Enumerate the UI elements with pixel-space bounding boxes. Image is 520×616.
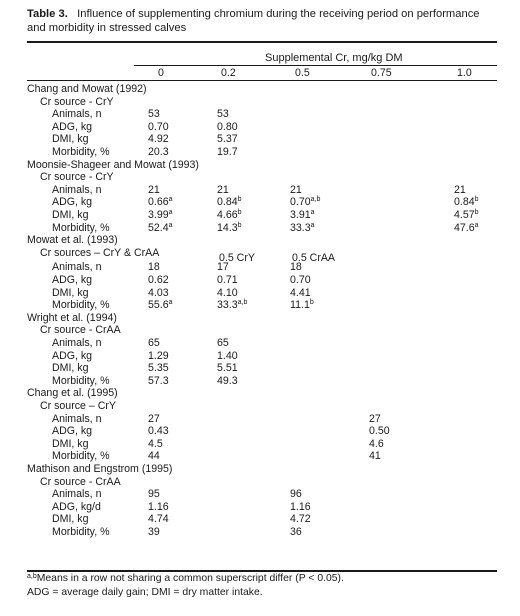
study-cr-source: Cr source - CrY (40, 95, 114, 108)
cell-value: 0.66 (148, 196, 169, 209)
cell-value: 4.66 (217, 209, 238, 221)
row-label: ADG, kg (52, 425, 93, 438)
table-cell (454, 196, 479, 208)
table-cell (290, 184, 302, 196)
row-label: ADG, kg/d (52, 500, 101, 513)
table-cell (148, 274, 169, 286)
cell-superscript: a (168, 221, 173, 229)
cell-value: 0.80 (217, 120, 238, 133)
table-cell (217, 299, 247, 311)
table-cell (148, 413, 160, 425)
table-cell (148, 287, 169, 299)
cell-value: 4.72 (290, 513, 311, 526)
cell-value: 4.10 (217, 286, 238, 299)
table-cell (290, 299, 314, 311)
cell-value: 1.29 (148, 349, 169, 362)
cell-value: 33.3 (217, 299, 238, 312)
row-label: Morbidity, % (52, 526, 110, 538)
table-cell (148, 261, 160, 273)
table-cell (290, 287, 311, 299)
cell-superscript: a,b (237, 299, 248, 307)
cell-value: 18 (290, 261, 302, 274)
table-cell (290, 501, 311, 513)
table-cell (217, 209, 242, 221)
cell-value: 0.50 (369, 425, 390, 438)
table-cell (148, 222, 173, 234)
table-cell (217, 350, 238, 362)
column-header-3: 0.75 (371, 67, 392, 79)
cell-value: 4.41 (290, 286, 311, 299)
study-cr-source: Cr sources – CrY & CrAA (40, 246, 160, 259)
cell-value: 5.35 (148, 362, 169, 375)
cell-value: 4.92 (148, 133, 169, 146)
row-label: DMI, kg (52, 513, 89, 526)
column-header-1: 0.2 (221, 67, 236, 79)
table-cell (148, 501, 169, 513)
span-underline-rule (134, 65, 497, 66)
table-cell (148, 375, 169, 387)
cell-value: 5.51 (217, 362, 238, 375)
cell-value: 3.91 (290, 209, 311, 221)
study-cr-source: Cr source - CrAA (40, 324, 121, 337)
table-cell (148, 488, 160, 500)
row-label: Animals, n (52, 488, 102, 501)
cell-value: 47.6 (454, 221, 475, 234)
cell-superscript: a (474, 221, 479, 229)
study-name: Moonsie-Shageer and Mowat (1993) (27, 158, 199, 171)
cell-value: 1.40 (217, 349, 238, 362)
table-cell (290, 526, 302, 538)
table-cell (148, 209, 173, 221)
table-cell (217, 146, 238, 158)
table-cell (217, 184, 229, 196)
study-name: Mathison and Engstrom (1995) (27, 463, 173, 475)
table-cell (290, 196, 320, 208)
table-cell (148, 121, 169, 133)
row-label: Animals, n (52, 337, 102, 349)
cell-value: 11.1 (290, 299, 310, 312)
row-label: DMI, kg (52, 209, 89, 221)
cell-value: 0.43 (148, 425, 169, 438)
cell-value: 4.57 (454, 209, 475, 221)
cell-superscript: a (168, 196, 173, 204)
table-cell (148, 146, 169, 158)
table-cell (454, 209, 479, 221)
row-label: ADG, kg (52, 120, 93, 133)
table-cell (148, 450, 160, 462)
table-cell (369, 425, 390, 437)
cell-superscript: b (474, 209, 479, 216)
row-label: Morbidity, % (52, 450, 110, 463)
cell-superscript: a (168, 209, 173, 216)
table-cell (148, 425, 169, 437)
table-cell (148, 184, 160, 196)
cell-value: 21 (454, 183, 466, 196)
table-cell (217, 287, 238, 299)
header-bottom-rule (27, 80, 497, 81)
row-label: Animals, n (52, 412, 102, 425)
table-cell (148, 108, 160, 120)
cell-value: 1.16 (148, 500, 169, 513)
table-cell (217, 222, 242, 234)
cell-value: 52.4 (148, 221, 169, 234)
cell-value: 21 (290, 183, 302, 196)
cell-value: 1.16 (290, 500, 311, 513)
source-column-label: 0.5 CrAA (292, 251, 335, 264)
table-cell (454, 184, 466, 196)
table-cell (290, 513, 311, 525)
cell-value: 21 (217, 183, 229, 196)
table-cell (148, 299, 173, 311)
cell-superscript: b (309, 299, 314, 307)
cell-value: 65 (217, 337, 229, 349)
row-label: Morbidity, % (52, 146, 110, 158)
cell-value: 36 (290, 526, 302, 538)
table-cell (217, 121, 238, 133)
column-header-4: 1.0 (457, 67, 472, 79)
cell-value: 0.62 (148, 274, 169, 286)
study-cr-source: Cr source – CrY (40, 400, 116, 412)
cell-superscript: a (168, 299, 173, 307)
column-header-0: 0 (158, 67, 164, 79)
cell-value: 53 (148, 108, 160, 121)
table-cell (217, 375, 238, 387)
cell-value: 53 (217, 108, 229, 121)
row-label: Morbidity, % (52, 374, 110, 387)
table-cell (217, 274, 238, 286)
row-label: Morbidity, % (52, 221, 110, 234)
footnote-superscript: a,b (27, 573, 37, 580)
row-label: Animals, n (52, 261, 102, 274)
table-cell (217, 362, 238, 374)
table-cell (148, 362, 169, 374)
cell-value: 21 (148, 183, 160, 196)
cell-value: 0.84 (217, 196, 238, 209)
table-cell (148, 438, 163, 450)
table-caption (27, 8, 497, 35)
table-cell (148, 350, 169, 362)
cell-value: 4.5 (148, 437, 163, 450)
table-cell (290, 274, 311, 286)
bottom-rule (27, 570, 497, 572)
row-label: Animals, n (52, 108, 102, 121)
row-label: DMI, kg (52, 437, 89, 450)
study-name: Wright et al. (1994) (27, 311, 117, 324)
table-cell (290, 222, 315, 234)
cell-value: 14.3 (217, 221, 238, 234)
table-cell (217, 133, 238, 145)
cell-value: 49.3 (217, 374, 238, 387)
study-cr-source: Cr source - CrAA (40, 475, 121, 488)
cell-superscript: b (237, 209, 242, 216)
cell-value: 4.6 (369, 437, 384, 450)
footnote-abbreviations: ADG = average daily gain; DMI = dry matter intake. (27, 587, 263, 598)
cell-value: 65 (148, 337, 160, 349)
footnote-significance (27, 573, 344, 585)
footnote-significance-text: Means in a row not sharing a common superscript differ (P < 0.05). (36, 573, 344, 584)
row-label: ADG, kg (52, 274, 93, 286)
study-name: Chang et al. (1995) (27, 387, 118, 400)
table-cell (148, 337, 160, 349)
table-cell (369, 438, 384, 450)
cell-value: 5.37 (217, 133, 238, 146)
cell-value: 95 (148, 488, 160, 501)
row-label: DMI, kg (52, 362, 89, 375)
cell-superscript: b (474, 196, 479, 204)
study-cr-source: Cr source - CrY (40, 171, 114, 184)
row-label: ADG, kg (52, 349, 93, 362)
table-cell (217, 196, 242, 208)
cell-value: 39 (148, 526, 160, 538)
table-cell (217, 261, 229, 273)
cell-value: 0.70 (148, 120, 169, 133)
cell-value: 4.74 (148, 513, 169, 526)
cell-value: 20.3 (148, 146, 169, 158)
cell-value: 27 (369, 412, 381, 425)
top-rule (27, 41, 497, 43)
row-label: DMI, kg (52, 286, 89, 299)
cell-value: 33.3 (290, 221, 311, 234)
cell-value: 4.03 (148, 286, 169, 299)
cell-value: 3.99 (148, 209, 169, 221)
study-name: Chang and Mowat (1992) (27, 83, 147, 95)
table-cell (217, 108, 229, 120)
table-cell (290, 261, 302, 273)
cell-superscript: b (237, 221, 242, 229)
cell-superscript: a,b (310, 196, 321, 204)
cell-value: 57.3 (148, 374, 169, 387)
cell-value: 96 (290, 488, 302, 501)
cell-value: 17 (217, 261, 229, 274)
table-cell (148, 196, 173, 208)
study-name: Mowat et al. (1993) (27, 234, 118, 247)
table-cell (148, 526, 160, 538)
table-title: Influence of supplementing chromium during the receiving period on performance and morbidity in stressed calves (27, 8, 480, 34)
table-label: Table 3. (27, 8, 68, 20)
row-label: Animals, n (52, 183, 102, 196)
table-cell (290, 488, 302, 500)
cell-value: 19.7 (217, 146, 238, 158)
table-cell (454, 222, 479, 234)
source-column-label: 0.5 CrY (219, 251, 255, 264)
cell-superscript: a (310, 221, 315, 229)
cell-superscript: b (237, 196, 242, 204)
table-cell (148, 133, 169, 145)
cell-value: 0.71 (217, 274, 238, 286)
table-cell (369, 450, 381, 462)
cell-value: 0.70 (290, 196, 311, 209)
column-span-header: Supplemental Cr, mg/kg DM (265, 52, 403, 64)
table-cell (217, 337, 229, 349)
cell-value: 55.6 (148, 299, 169, 312)
table-cell (290, 209, 315, 221)
table-cell (369, 413, 381, 425)
row-label: ADG, kg (52, 196, 93, 209)
cell-value: 0.84 (454, 196, 475, 209)
cell-value: 18 (148, 261, 160, 274)
table-cell (148, 513, 169, 525)
row-label: Morbidity, % (52, 299, 110, 312)
row-label: DMI, kg (52, 133, 89, 146)
cell-value: 41 (369, 450, 381, 463)
cell-value: 27 (148, 412, 160, 425)
cell-value: 44 (148, 450, 160, 463)
cell-value: 0.70 (290, 274, 311, 286)
cell-superscript: a (310, 209, 315, 216)
column-header-2: 0.5 (295, 67, 310, 79)
